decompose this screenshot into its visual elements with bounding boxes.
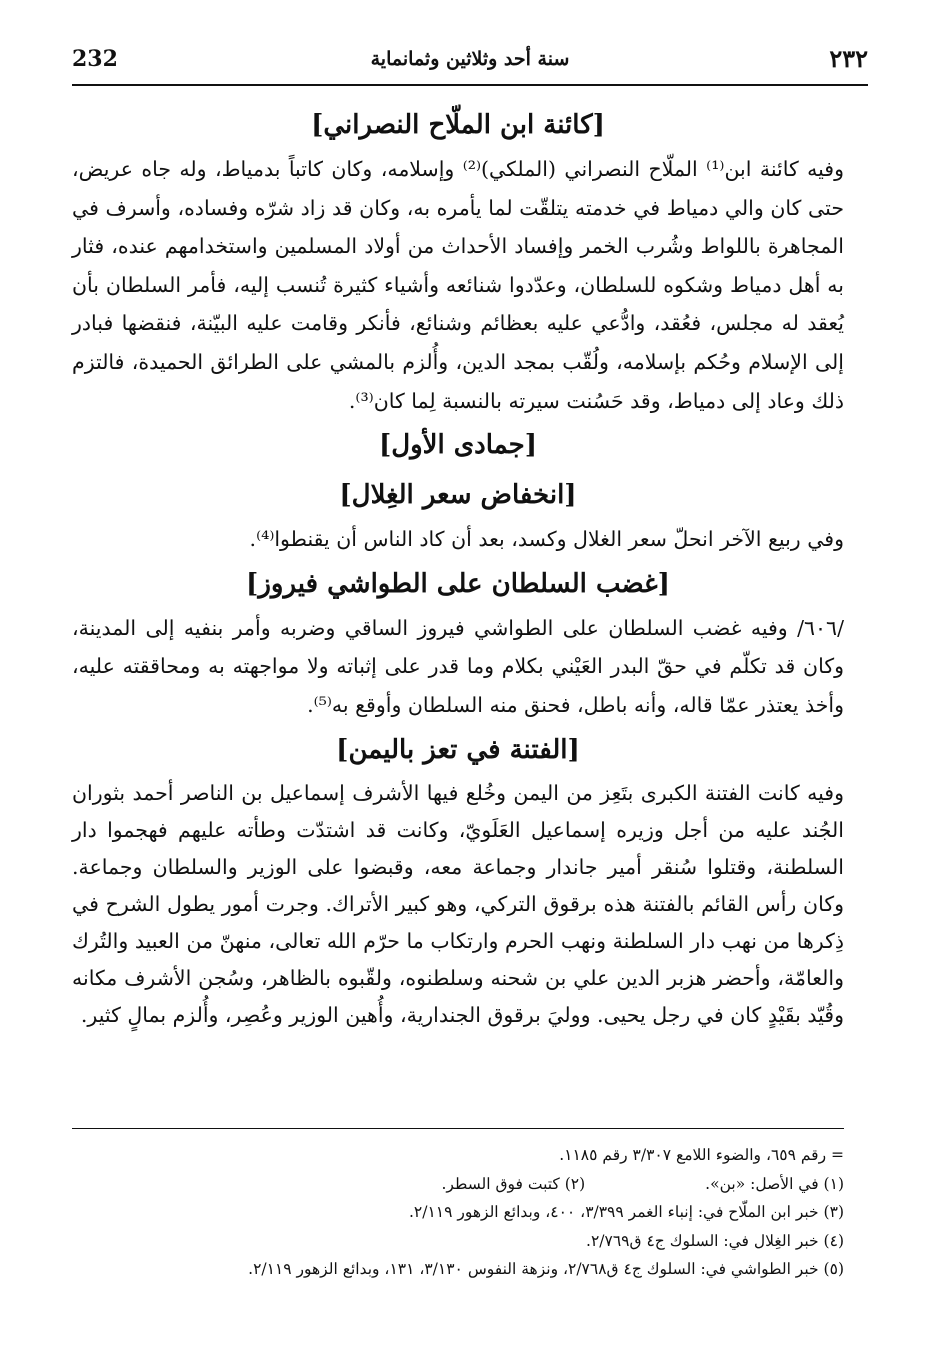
main-text xyxy=(72,98,844,1034)
section-heading: [انخفاض سعر الغِلال] xyxy=(339,480,577,511)
running-title: سنة أحد وثلاثين وثمانماية xyxy=(370,48,570,70)
page-number-arabic: ٢٣٢ xyxy=(829,44,868,73)
section-paragraph: /٦٠٦/ وفيه غضب السلطان على الطواشي فيروز الساقي وضربه وأمر بنفيه إلى المدينة، وكان قد تكلّم في حقّ البدر العَيْني بكلام وما قدر على إثباته ولا مواجهته به ومحاققته عليه، وأخذ يعتذر عمّا قاله، وأنه باطل، فحنق منه السلطان وأوقع به⁽⁵⁾. xyxy=(72,615,844,717)
footnote-divider xyxy=(72,1128,844,1129)
footnote-carry-over: = رقم ٦٥٩، والضوء اللامع ٣/٣٠٧ رقم ١١٨٥. xyxy=(559,1146,844,1164)
footnote-3: (٣) خبر ابن الملّاح في: إنباء الغمر ٣/٣٩٩، ٤٠٠، وبدائع الزهور ٢/١١٩. xyxy=(408,1203,844,1221)
section-paragraph: وفيه كانت الفتنة الكبرى بتَعِز من اليمن وخُلع فيها الأشرف إسماعيل بن الناصر أحمد بثوران الجُند عليه من أجل وزيره إسماعيل العَلَويّ، وكانت قد اشتدّت وطأته عليهم فهجموا دار السلطنة، وقتلوا سُنقر أمير جاندار وجماعة معه، وقبضوا على الوزير والسلطان وجماعة. وكان رأس القائم بالفتنة هذه برقوق التركي، وهو كبير الأتراك. وجرت أمور يطول الشرح في ذِكرها من نهب دار السلطنة ونهب الحرم وارتكاب ما حرّم الله تعالى، منهنّ من العبيد والتُرك والعامّة، وأحضر هزبر الدين علي بن شحنه وسلطنوه، ولقّبوه بالظاهر، وسُجن الأشرف مكانه وقُيّد بقَيْدٍ كان في رجل يحيى. ووليَ برقوق الجندارية، وأُهين الوزير وعُصِر، وأُلزم بمالٍ كثير. xyxy=(72,780,844,1027)
footnote-1: (١) في الأصل: «بن». xyxy=(705,1174,844,1193)
section-heading: [غضب السلطان على الطواشي فيروز] xyxy=(246,568,670,599)
footnote-row xyxy=(72,1170,844,1199)
section-paragraph: وفيه كائنة ابن⁽¹⁾ الملّاح النصراني (الملكي)⁽²⁾ وإسلامه، وكان كاتباً بدمياط، وله جاه عريض، حتى كان والي دمياط في خدمته يتلقّت لما يأمره به، وكان قد زاد شرّه وفساده، وأسرف في المجاهرة باللواط وشُرب الخمر وإفساد الأحداث من أولاد المسلمين واستخدامهم عنده، فثار به أهل دمياط وشكوه للسلطان، وعدّدوا شنائعه وأشياء كثيرة تُنسب إليه، فأمر السلطان بأن يُعقد له مجلس، فعُقد، وادُّعي عليه بعظائم وشنائع، فأنكر وقامت عليه البيّنة، فنقضها فبادر إلى الإسلام وحُكم بإسلامه، ولُقّب بمجد الدين، وأُلزم بالمشي على الطرائق الحميدة، فالتزم ذلك وعاد إلى دمياط، وقد حَسُنت سيرته بالنسبة لِما كان⁽³⁾. xyxy=(72,157,845,413)
footnote-2: (٢) كتبت فوق السطر. xyxy=(441,1174,586,1193)
footnote-5: (٥) خبر الطواشي في: السلوك ج٤ ق٢/٧٦٨، ونزهة النفوس ٣/١٣٠، ١٣١، وبدائع الزهور ٢/١١٩. xyxy=(248,1260,844,1278)
footnote-4: (٤) خبر الغِلال في: السلوك ج٤ ق٢/٧٦٩. xyxy=(586,1231,844,1250)
month-heading: [جمادى الأول] xyxy=(378,430,538,461)
footnotes xyxy=(72,1128,844,1284)
page-number-latin: 232 xyxy=(72,46,118,72)
running-header xyxy=(72,40,868,86)
section-heading: [الفتنة في تعز باليمن] xyxy=(336,734,580,765)
section-paragraph: وفي ربيع الآخر انحلّ سعر الغلال وكسد، بعد أن كاد الناس أن يقنطوا⁽⁴⁾. xyxy=(249,527,844,552)
section-heading: [كائنة ابن الملّاح النصراني] xyxy=(311,110,605,140)
